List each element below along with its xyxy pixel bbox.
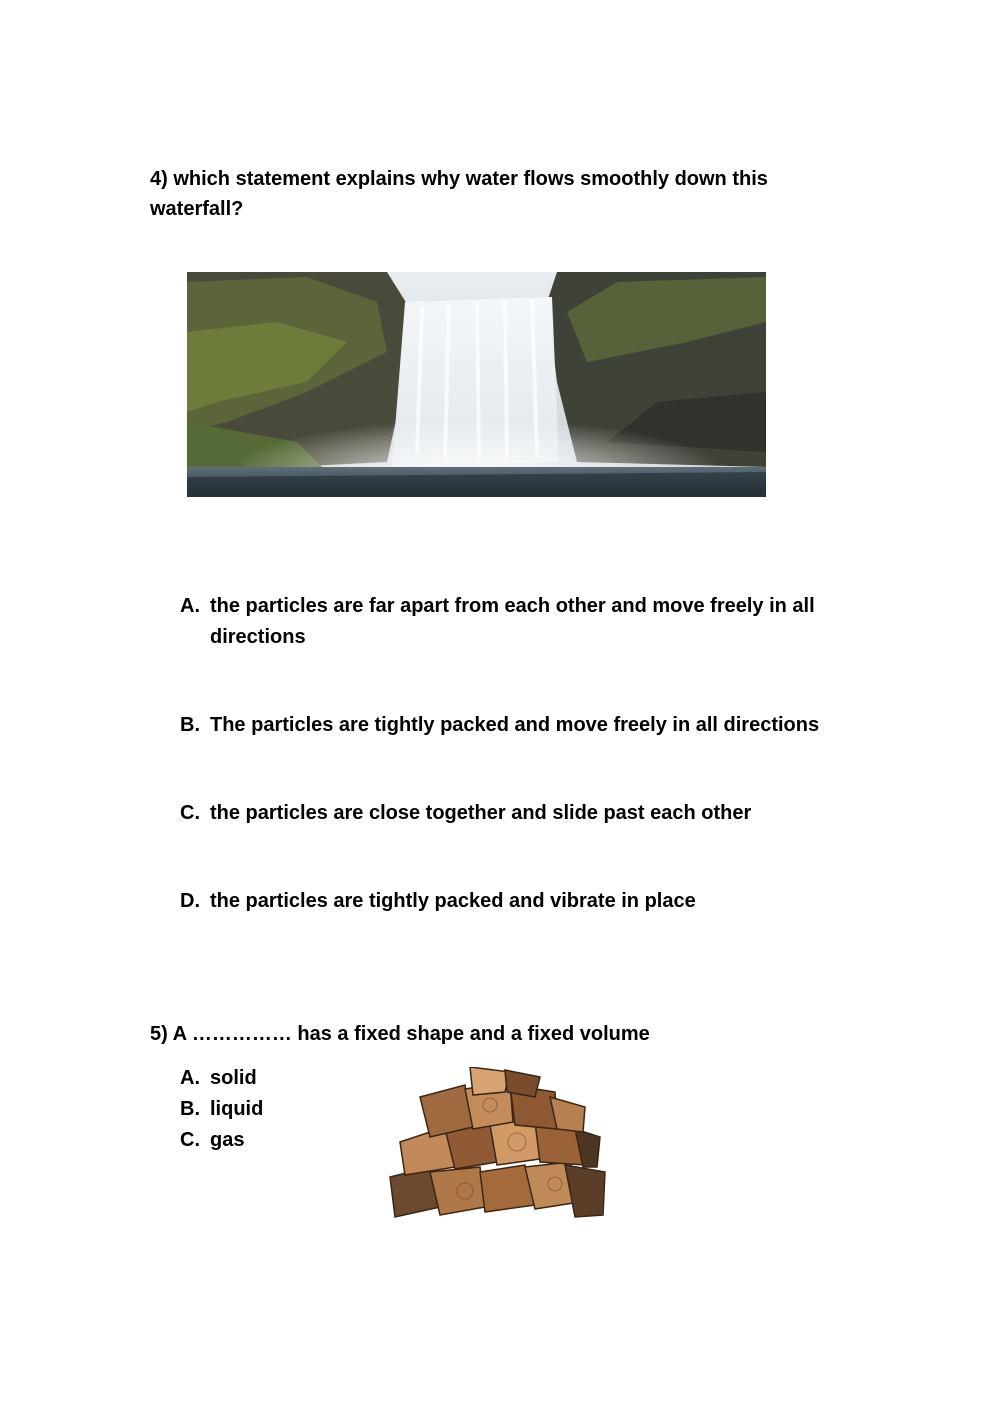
q5-option-b-letter: B. <box>180 1098 200 1120</box>
q4-option-a[interactable] <box>180 591 815 653</box>
q4-option-a-text-line-2: directions <box>210 626 306 648</box>
q5-option-c-letter: C. <box>180 1129 200 1151</box>
q4-option-a-text-line-1: the particles are far apart from each other and move freely in all <box>210 595 815 617</box>
waterfall-image <box>187 272 766 497</box>
q4-option-d-text: the particles are tightly packed and vibrate in place <box>210 890 696 912</box>
q5-option-c-text: gas <box>210 1129 245 1151</box>
q5-option-b[interactable] <box>180 1094 263 1125</box>
q4-option-b-letter: B. <box>180 714 200 736</box>
q5-option-b-text: liquid <box>210 1098 264 1120</box>
question-4-line-2: waterfall? <box>150 198 244 220</box>
firewood-image <box>385 1067 610 1225</box>
q4-option-b[interactable] <box>180 710 819 741</box>
q5-option-a-letter: A. <box>180 1067 200 1089</box>
question-4 <box>150 164 768 224</box>
q4-option-a-letter: A. <box>180 595 200 617</box>
q4-option-c-text: the particles are close together and slide past each other <box>210 802 752 824</box>
q4-option-c-letter: C. <box>180 802 200 824</box>
q4-option-d-letter: D. <box>180 890 200 912</box>
q5-option-a[interactable] <box>180 1063 257 1094</box>
q4-option-d[interactable] <box>180 886 696 917</box>
question-5: 5) A …………… has a fixed shape and a fixed volume <box>150 1023 650 1045</box>
q4-option-b-text: The particles are tightly packed and move freely in all directions <box>210 714 820 736</box>
question-4-line-1: 4) which statement explains why water flows smoothly down this <box>150 168 768 190</box>
q4-option-c[interactable] <box>180 798 751 829</box>
q5-option-a-text: solid <box>210 1067 257 1089</box>
q5-option-c[interactable] <box>180 1125 244 1156</box>
